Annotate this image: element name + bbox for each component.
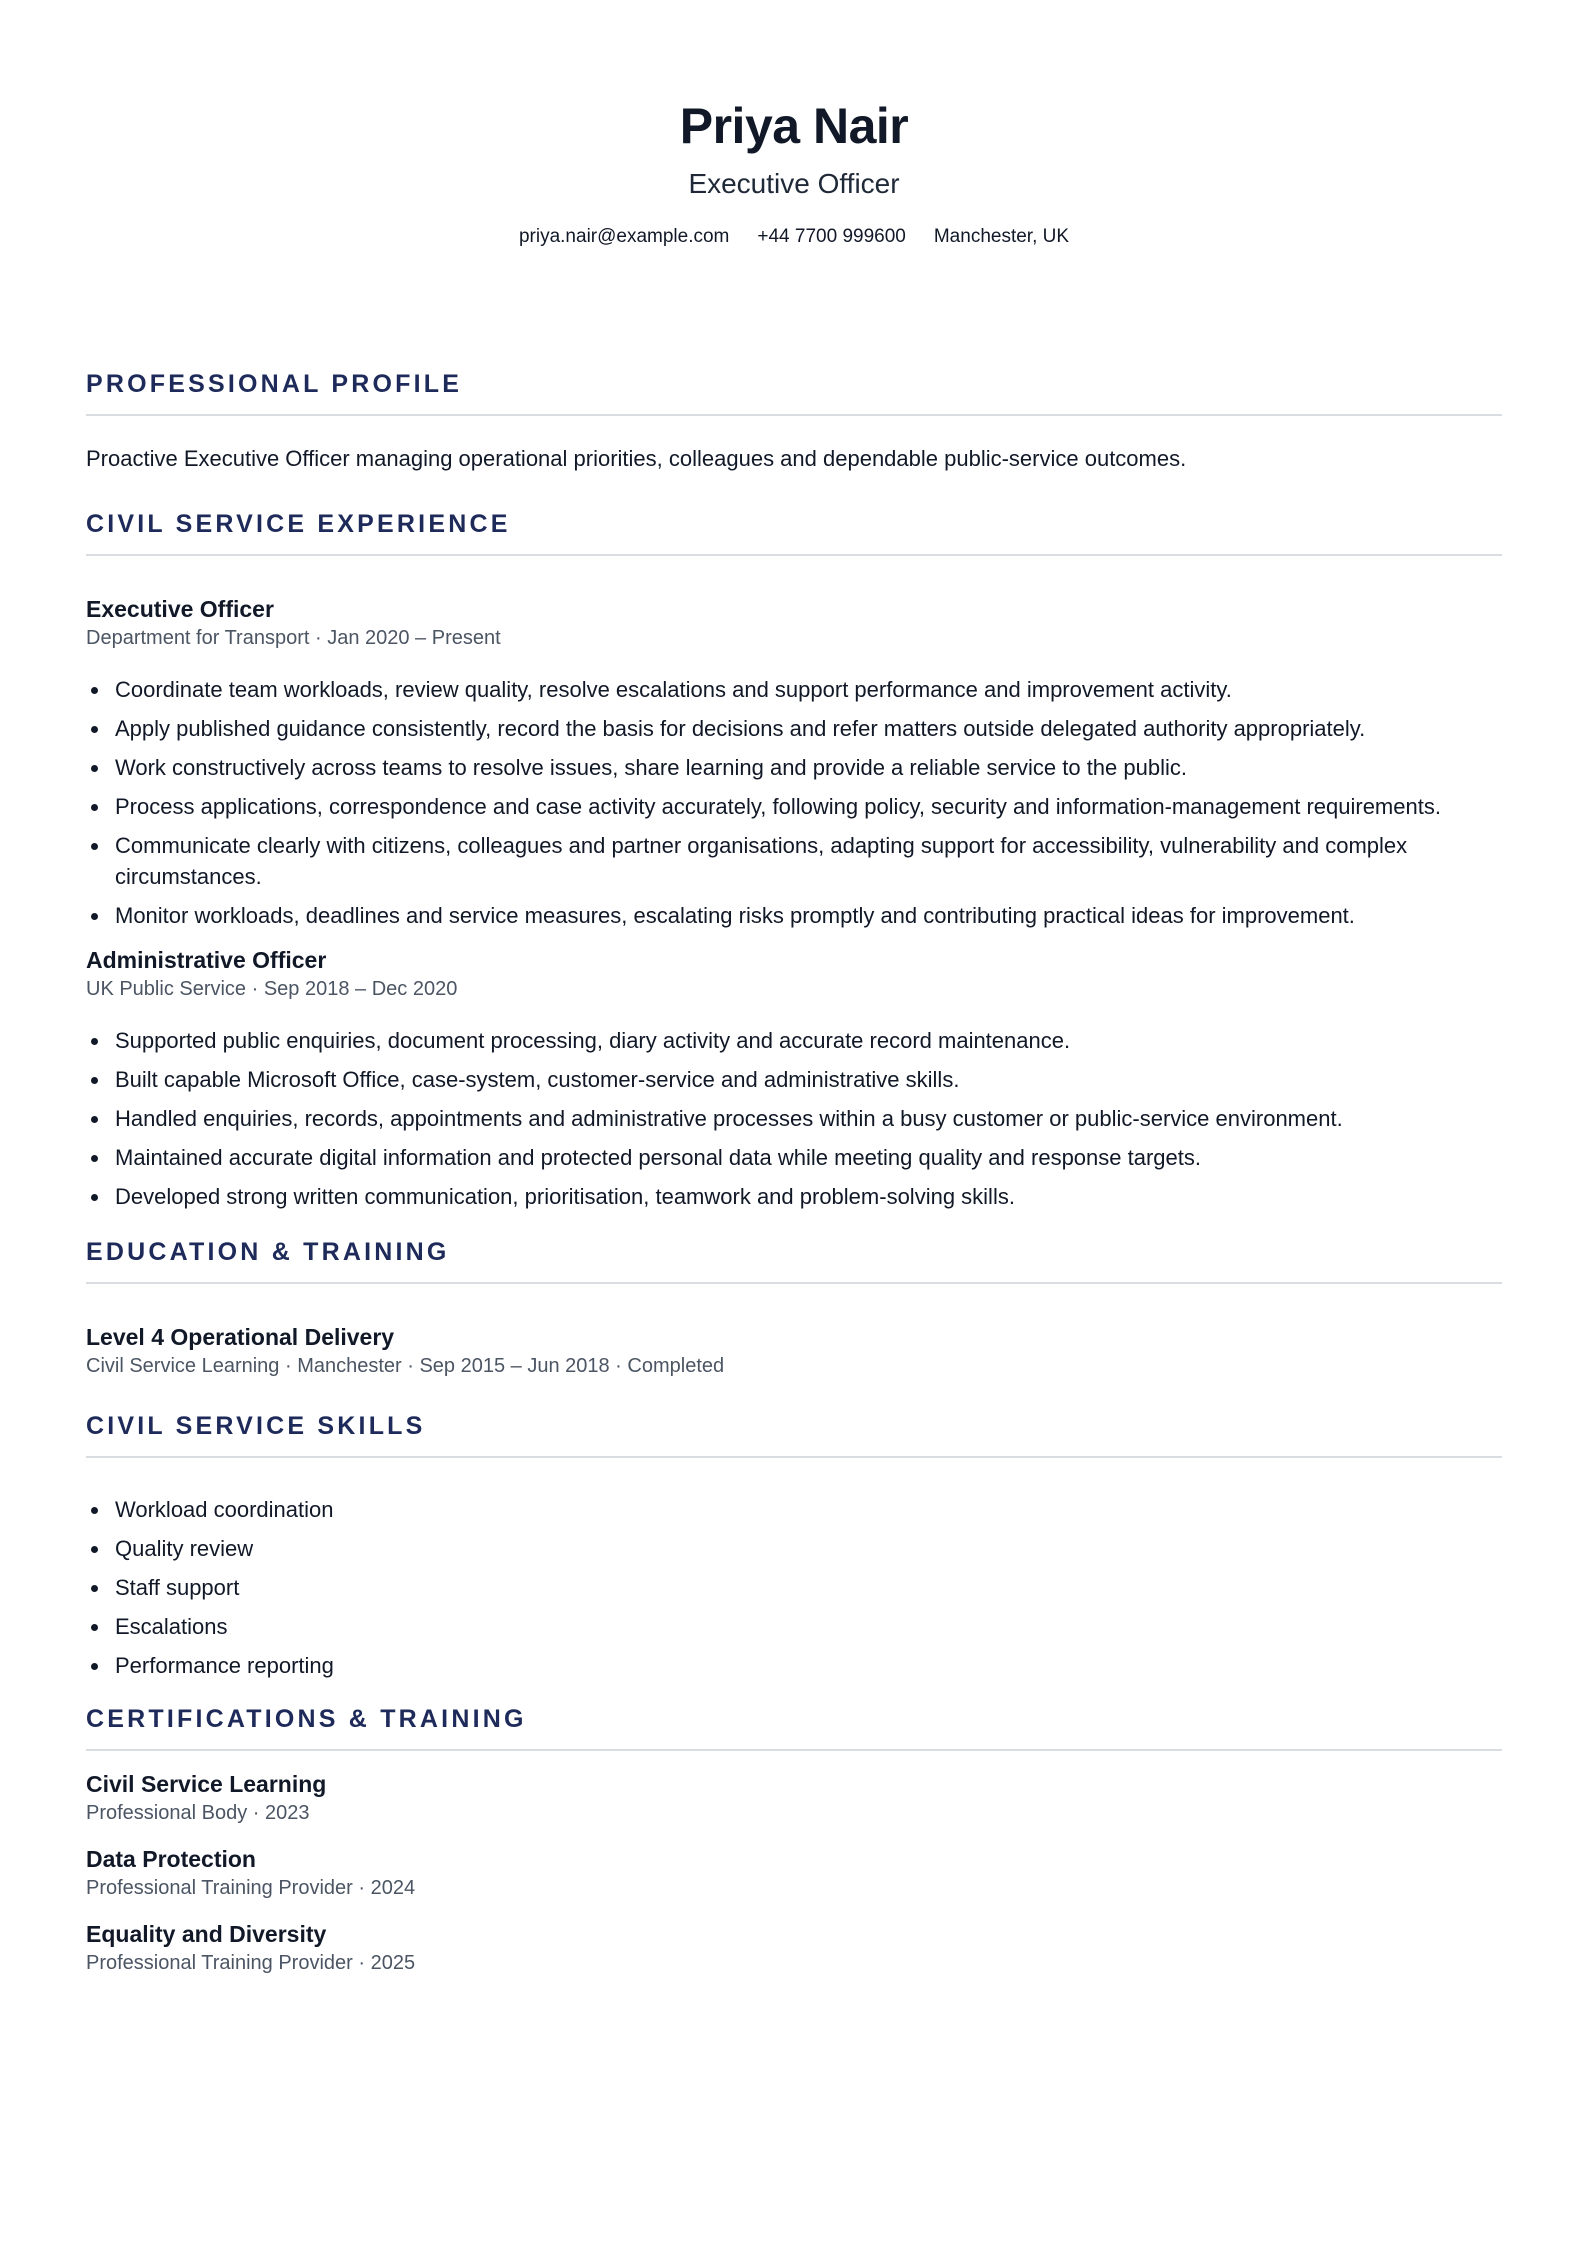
skills-list [86, 1494, 1502, 1681]
certification-meta: Professional Body · 2023 [86, 1802, 310, 1824]
section-title-skills: CIVIL SERVICE SKILLS [86, 1412, 426, 1440]
skill-item: Staff support [115, 1572, 1502, 1603]
bullet-item: Developed strong written communication, prioritisation, teamwork and problem-solving skills. [115, 1181, 1502, 1212]
contact-phone: +44 7700 999600 [757, 226, 906, 247]
candidate-headline: Executive Officer [688, 168, 900, 199]
section-profile [86, 368, 1502, 474]
bullet-item: Supported public enquiries, document processing, diary activity and accurate record maintenance. [115, 1025, 1502, 1056]
contact-line [86, 224, 1502, 250]
job-meta: Department for Transport · Jan 2020 – Present [86, 627, 501, 649]
section-title-profile: PROFESSIONAL PROFILE [86, 370, 463, 398]
job-meta: UK Public Service · Sep 2018 – Dec 2020 [86, 978, 458, 1000]
education-meta: Civil Service Learning · Manchester · Sep 2015 – Jun 2018 · Completed [86, 1355, 725, 1377]
certification-entry [86, 1844, 1502, 1902]
bullet-item: Communicate clearly with citizens, colleagues and partner organisations, adapting support for accessibility, vulnerability and complex circumstances. [115, 830, 1502, 892]
certification-meta: Professional Training Provider · 2024 [86, 1877, 416, 1899]
section-divider [86, 1282, 1502, 1284]
education-title: Level 4 Operational Delivery [86, 1324, 395, 1350]
bullet-item: Maintained accurate digital information and protected personal data while meeting quality and response targets. [115, 1142, 1502, 1173]
job-entry [86, 594, 1502, 931]
bullet-item: Apply published guidance consistently, record the basis for decisions and refer matters outside delegated authority appropriately. [115, 713, 1502, 744]
section-divider [86, 554, 1502, 556]
certification-title: Civil Service Learning [86, 1771, 327, 1797]
certification-entry [86, 1769, 1502, 1827]
section-divider [86, 414, 1502, 416]
certification-entry [86, 1919, 1502, 1977]
bullet-item: Process applications, correspondence and case activity accurately, following policy, security and information-management requirements. [115, 791, 1502, 822]
bullet-item: Built capable Microsoft Office, case-system, customer-service and administrative skills. [115, 1064, 1502, 1095]
job-title: Administrative Officer [86, 947, 327, 973]
section-title-education: EDUCATION & TRAINING [86, 1238, 450, 1266]
section-title-certifications: CERTIFICATIONS & TRAINING [86, 1705, 527, 1733]
skill-item: Quality review [115, 1533, 1502, 1564]
contact-location: Manchester, UK [933, 226, 1070, 247]
certification-meta: Professional Training Provider · 2025 [86, 1952, 416, 1974]
section-skills [86, 1410, 1502, 1681]
section-education [86, 1236, 1502, 1380]
section-divider [86, 1456, 1502, 1458]
skill-item: Workload coordination [115, 1494, 1502, 1525]
bullet-item: Monitor workloads, deadlines and service measures, escalating risks promptly and contributing practical ideas for improvement. [115, 900, 1502, 931]
bullet-item: Work constructively across teams to resolve issues, share learning and provide a reliable service to the public. [115, 752, 1502, 783]
certification-title: Data Protection [86, 1846, 256, 1872]
certification-title: Equality and Diversity [86, 1921, 327, 1947]
candidate-name: Priya Nair [679, 98, 909, 154]
job-title: Executive Officer [86, 596, 274, 622]
job-bullets [86, 1025, 1502, 1212]
section-divider [86, 1749, 1502, 1751]
section-certifications [86, 1703, 1502, 1977]
resume-header [86, 0, 1502, 250]
skill-item: Escalations [115, 1611, 1502, 1642]
contact-email: priya.nair@example.com [518, 226, 730, 247]
section-experience [86, 508, 1502, 1212]
job-entry [86, 945, 1502, 1212]
skill-item: Performance reporting [115, 1650, 1502, 1681]
section-title-experience: CIVIL SERVICE EXPERIENCE [86, 510, 511, 538]
profile-summary: Proactive Executive Officer managing operational priorities, colleagues and dependable public-service outcomes. [86, 446, 1187, 471]
bullet-item: Handled enquiries, records, appointments and administrative processes within a busy customer or public-service environment. [115, 1103, 1502, 1134]
education-entry [86, 1322, 1502, 1380]
bullet-item: Coordinate team workloads, review quality, resolve escalations and support performance and improvement activity. [115, 674, 1502, 705]
job-bullets [86, 674, 1502, 931]
